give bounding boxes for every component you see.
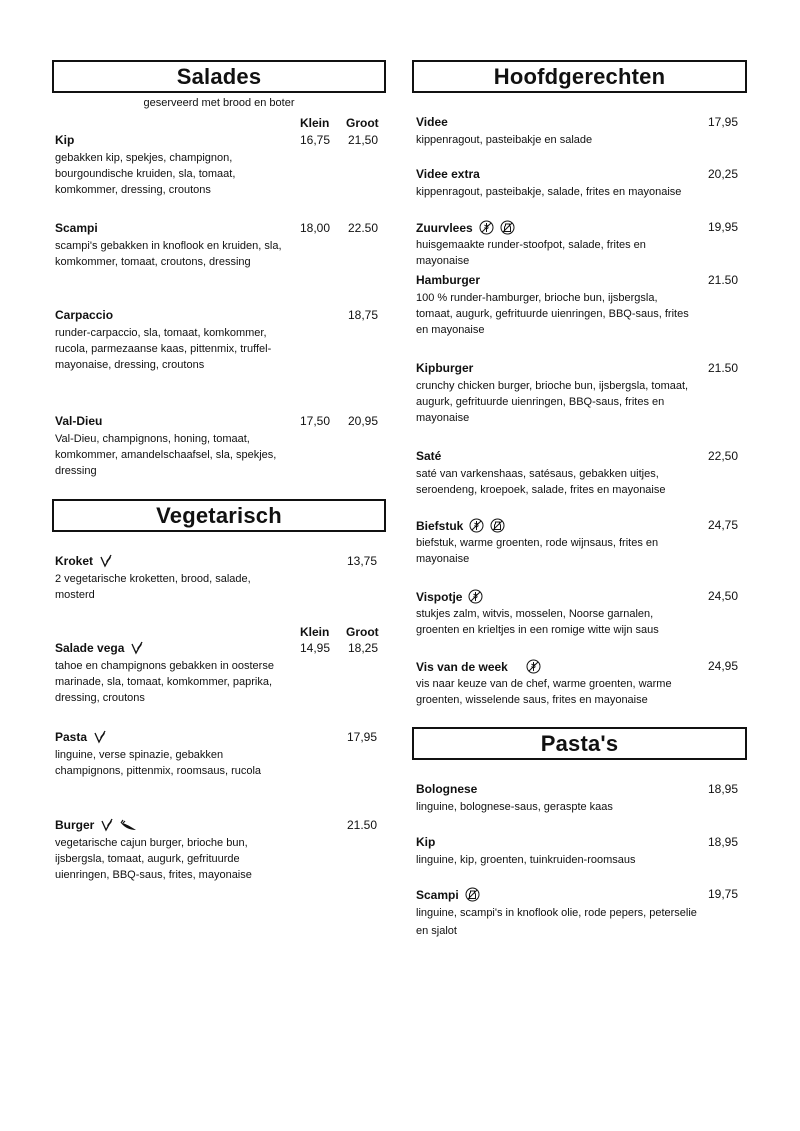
vegetarian-icon: [93, 730, 107, 744]
item-description: stukjes zalm, witvis, mosselen, Noorse garnalen, groenten en krieltjes in een romige witte wijn saus: [416, 608, 659, 636]
item-name: Kipburger: [416, 361, 474, 375]
item-description: runder-carpaccio, sla, tomaat, komkommer, rucola, parmezaanse kaas, pittenmix, truffel- mayonaise, dressing, croutons: [55, 327, 272, 371]
item-name: Kip: [416, 835, 436, 849]
item-description: vis naar keuze van de chef, warme groenten, warme groenten, wisselende saus, frites en mayonaise: [416, 678, 672, 706]
item-price: 18,95: [708, 835, 739, 849]
item-description: kippenragout, pasteibakje, salade, frites en mayonaise: [416, 186, 682, 198]
item-name: Carpaccio: [55, 308, 114, 322]
item-price: 13,75: [347, 554, 378, 568]
item-price: 24,75: [708, 518, 739, 532]
gluten-free-icon: [468, 589, 483, 604]
item-price-small: 16,75: [300, 133, 331, 147]
gluten-free-icon: [479, 220, 494, 235]
item-name: Pasta: [55, 730, 107, 744]
hoofdgerechten-heading: Hoofdgerechten: [412, 60, 747, 93]
pastas-heading: Pasta's: [412, 727, 747, 760]
gluten-free-icon: [526, 659, 541, 674]
salades-col-small: Klein: [300, 116, 330, 130]
item-name: Scampi: [55, 221, 98, 235]
spicy-icon: [120, 819, 138, 831]
item-price: 24,50: [708, 589, 739, 603]
vegetarian-icon: [130, 641, 144, 655]
item-price: 19,95: [708, 220, 739, 234]
gluten-free-icon: [469, 518, 484, 533]
item-price: 19,75: [708, 887, 739, 901]
item-name: Biefstuk: [416, 518, 505, 533]
item-name: Scampi: [416, 887, 480, 902]
item-name: Saté: [416, 449, 442, 463]
lactose-free-icon: [465, 887, 480, 902]
item-name: Hamburger: [416, 273, 481, 287]
item-description: biefstuk, warme groenten, rode wijnsaus, frites en mayonaise: [416, 537, 659, 565]
item-price: 17,95: [347, 730, 378, 744]
item-name: Bolognese: [416, 782, 478, 796]
salades-subtitle: geserveerd met brood en boter: [143, 97, 295, 109]
item-price-large: 20,95: [348, 414, 379, 428]
item-price: 24,95: [708, 659, 739, 673]
lactose-free-icon: [490, 518, 505, 533]
item-price-large: 22.50: [348, 221, 379, 235]
lactose-free-icon: [500, 220, 515, 235]
item-price: 20,25: [708, 167, 739, 181]
item-price: 18,95: [708, 782, 739, 796]
item-name: Vispotje: [416, 589, 483, 604]
item-description: linguine, verse spinazie, gebakken champignons, pittenmix, roomsaus, rucola: [55, 749, 262, 777]
item-name: Vis van de week: [416, 659, 541, 674]
item-description: saté van varkenshaas, satésaus, gebakken uitjes, seroendeng, kroepoek, salade, frites en mayonaise: [416, 468, 666, 496]
vegetarisch-col-small: Klein: [300, 625, 330, 639]
item-price: 21.50: [708, 273, 739, 287]
item-description: linguine, bolognese-saus, geraspte kaas: [416, 801, 613, 813]
item-name: Kip: [55, 133, 75, 147]
item-price: 21.50: [708, 361, 739, 375]
vegetarian-icon: [99, 554, 113, 568]
item-description: Val-Dieu, champignons, honing, tomaat, komkommer, amandelschaafsel, sla, spekjes, dressing: [55, 433, 277, 477]
item-description: crunchy chicken burger, brioche bun, ijsbergsla, tomaat, augurk, gefrituurde uienringen, BBQ-saus, frites en mayonaise: [416, 380, 689, 424]
item-name: Kroket: [55, 554, 113, 568]
salades-col-large: Groot: [346, 116, 379, 130]
item-name: Zuurvlees: [416, 220, 515, 235]
salades-heading: Salades: [52, 60, 386, 93]
item-name: Val-Dieu: [55, 414, 103, 428]
vegetarian-icon: [100, 818, 114, 832]
vegetarisch-col-large: Groot: [346, 625, 379, 639]
item-price-large: 18,25: [348, 641, 379, 655]
vegetarisch-heading: Vegetarisch: [52, 499, 386, 532]
item-price-small: 17,50: [300, 414, 331, 428]
item-description: kippenragout, pasteibakje en salade: [416, 134, 593, 146]
item-price-large: 21,50: [348, 133, 379, 147]
item-name: Salade vega: [55, 641, 144, 655]
item-price-small: 14,95: [300, 641, 331, 655]
item-price: 17,95: [708, 115, 739, 129]
item-name: Videe extra: [416, 167, 480, 181]
item-description: huisgemaakte runder-stoofpot, salade, frites en mayonaise: [416, 239, 646, 267]
item-price: 22,50: [708, 449, 739, 463]
item-description: tahoe en champignons gebakken in oosterse marinade, sla, tomaat, komkommer, paprika, dressing, croutons: [55, 660, 274, 704]
item-description: 100 % runder-hamburger, brioche bun, ijsbergsla, tomaat, augurk, gefrituurde uienringen, BBQ-saus, frites en mayonaise: [416, 292, 689, 336]
item-price-small: 18,00: [300, 221, 331, 235]
item-description: linguine, scampi's in knoflook olie, rode pepers, peterselie en sjalot: [416, 907, 697, 937]
item-name: Burger: [55, 818, 138, 832]
item-description: linguine, kip, groenten, tuinkruiden-roomsaus: [416, 854, 636, 866]
item-description: vegetarische cajun burger, brioche bun, ijsbergsla, tomaat, augurk, gefrituurde uienringen, BBQ-saus, frites, mayonaise: [55, 837, 252, 881]
item-description: 2 vegetarische kroketten, brood, salade, mosterd: [55, 573, 251, 601]
item-name: Videe: [416, 115, 448, 129]
item-description: scampi's gebakken in knoflook en kruiden, sla, komkommer, tomaat, croutons, dressing: [55, 240, 282, 268]
item-price-large: 18,75: [348, 308, 379, 322]
item-description: gebakken kip, spekjes, champignon, bourgoundische kruiden, sla, tomaat, komkommer, dressing, croutons: [55, 152, 236, 196]
item-price: 21.50: [347, 818, 378, 832]
